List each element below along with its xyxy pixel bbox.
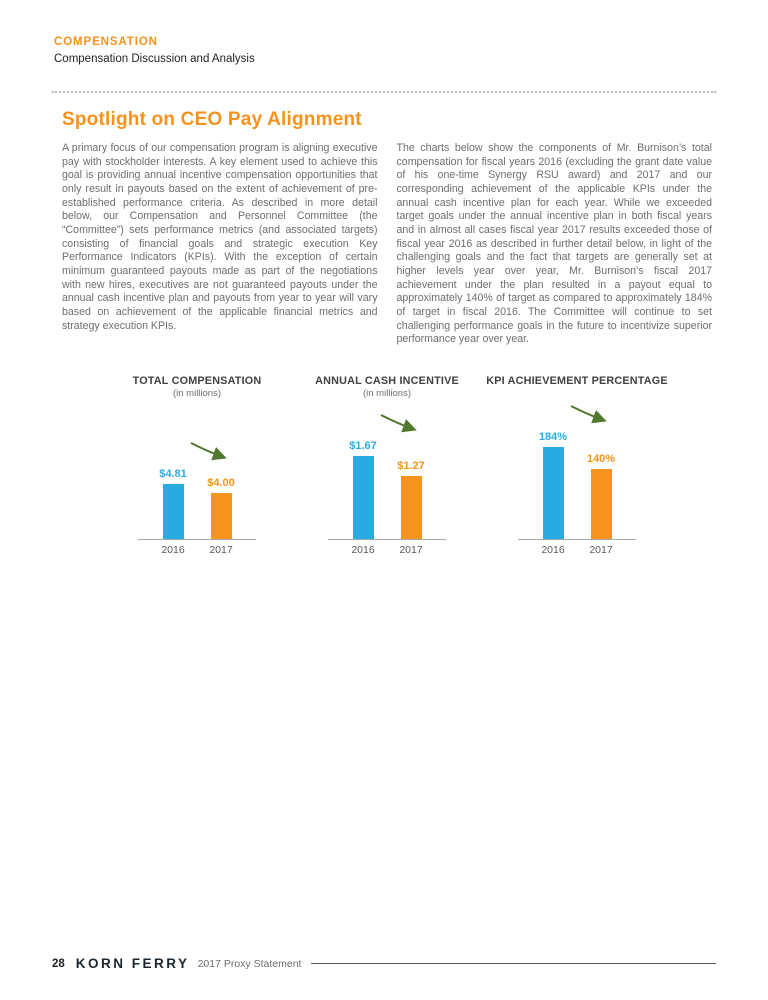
page-footer xyxy=(52,956,716,971)
chart-annual-cash-incentive xyxy=(292,375,482,556)
decline-arrow-icon xyxy=(379,412,423,436)
x-axis-labels xyxy=(292,544,482,556)
bar-category-label: 2016 xyxy=(351,543,375,556)
bar-value-label: $4.81 xyxy=(159,468,187,481)
chart-subtitle: (in millions) xyxy=(172,387,222,399)
chart-subtitle xyxy=(482,388,672,401)
chart-plot-area xyxy=(292,405,482,539)
bar-group-2017 xyxy=(209,477,233,539)
bar xyxy=(591,469,612,539)
bar-group-2017 xyxy=(399,460,423,539)
bar-group-2016 xyxy=(351,440,375,539)
chart-plot-area xyxy=(482,405,672,539)
decline-arrow-icon xyxy=(569,403,613,427)
bar xyxy=(353,456,374,539)
page-title: Spotlight on CEO Pay Alignment xyxy=(62,109,362,130)
bar-category-label: 2017 xyxy=(209,543,233,556)
bar-value-label: $1.27 xyxy=(397,459,425,472)
decline-arrow-icon xyxy=(189,440,233,464)
bar-group-2016 xyxy=(538,430,568,539)
chart-subtitle: (in millions) xyxy=(362,387,412,399)
main-content xyxy=(0,93,768,556)
page-header xyxy=(0,0,768,65)
bar-value-label: $1.67 xyxy=(349,439,377,452)
bar-group-2017 xyxy=(586,452,616,539)
chart-kpi-achievement xyxy=(482,375,672,556)
footer-rule xyxy=(311,963,716,964)
chart-title: KPI ACHIEVEMENT PERCENTAGE xyxy=(486,374,668,387)
bar xyxy=(211,493,232,539)
two-column-text xyxy=(62,142,712,347)
chart-title: ANNUAL CASH INCENTIVE xyxy=(315,374,459,387)
section-subtitle: Compensation Discussion and Analysis xyxy=(54,53,255,65)
x-axis-labels xyxy=(102,544,292,556)
document-title: 2017 Proxy Statement xyxy=(197,957,302,970)
bar-value-label: 184% xyxy=(538,430,568,443)
x-axis-labels xyxy=(482,544,672,556)
bar xyxy=(401,476,422,539)
bar-category-label: 2017 xyxy=(589,543,613,556)
bar-group-2016 xyxy=(161,468,185,539)
chart-total-compensation xyxy=(102,375,292,556)
bar-value-label: $4.00 xyxy=(207,477,235,490)
body-paragraph-right: The charts below show the components of Mr. Burnison’s total compensation for fiscal years 2016 (excluding the grant date value of his one-time Synergy RSU award) and 2017 and our corresponding achievement of the applicable KPIs under the annual cash incentive plan for each year. While we exceeded target goals under the annual incentive plan in both fiscal years and in almost all cases fiscal year 2017 results exceeded those of fiscal year 2016 as described in further detail below, in light of the challenging goals and the fact that targets are generally set at higher levels year over year, Mr. Burnison’s fiscal 2017 achievement under the plan resulted in a payout equal to approximately 140% of target as compared to approximately 184% of target in fiscal 2016. The Committee will continue to set challenging performance goals in the future to incentivize superior performance year over year. xyxy=(396,142,712,346)
section-eyebrow: COMPENSATION xyxy=(54,36,158,48)
page-number: 28 xyxy=(52,957,65,970)
charts-row xyxy=(62,375,712,556)
bar-category-label: 2016 xyxy=(541,543,565,556)
korn-ferry-logo: KORN FERRY xyxy=(75,956,190,971)
bar-value-label: 140% xyxy=(586,452,616,465)
body-paragraph-left: A primary focus of our compensation program is aligning executive pay with stockholder interests. A key element used to achieve this goal is providing annual incentive compensation opportunities that only result in payouts based on the extent of achievement of pre-established performance criteria. As described in more detail below, our Compensation and Personnel Committee (the “Committee”) sets performance metrics (and associated targets) consisting of financial goals and strategic execution Key Performance Indicators (KPIs). With the exception of certain minimum guaranteed payouts made as part of the negotiations with new hires, executives are not guaranteed payouts under the annual cash incentive plan and payouts from year to year will vary based on achievement of the applicable financial metrics and strategy execution KPIs. xyxy=(62,142,378,332)
chart-title: TOTAL COMPENSATION xyxy=(132,374,262,387)
bar-category-label: 2016 xyxy=(161,543,185,556)
x-axis-line xyxy=(138,539,256,540)
bar-category-label: 2017 xyxy=(399,543,423,556)
x-axis-line xyxy=(518,539,636,540)
bar xyxy=(543,447,564,539)
chart-plot-area xyxy=(102,405,292,539)
x-axis-line xyxy=(328,539,446,540)
bar xyxy=(163,484,184,539)
